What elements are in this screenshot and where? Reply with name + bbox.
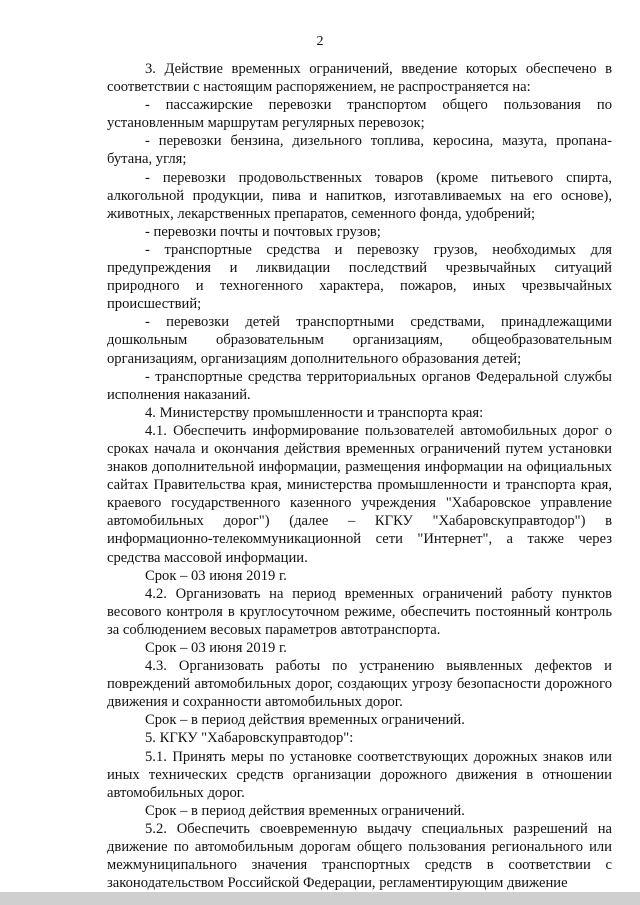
deadline: Срок – в период действия временных ограничений. [145, 802, 465, 819]
section-5-heading: 5. КГКУ "Хабаровскуправтодор": [145, 730, 354, 747]
section-4-heading: 4. Министерству промышленности и транспорта края: [145, 404, 484, 421]
deadline: Срок – в период действия временных ограничений. [145, 712, 465, 729]
clause-4-2: 4.2. Организовать на период временных ограничений работу пунктов весового контроля в круглосуточном режиме, обеспечить постоянный контроль за соблюдением весовых параметров автотранспорта. [107, 585, 612, 638]
list-item: - транспортные средства территориальных органов Федеральной службы исполнения наказаний. [107, 368, 612, 403]
list-item: - пассажирские перевозки транспортом общего пользования по установленным маршрутам регулярных перевозок; [107, 97, 612, 132]
list-item: - перевозки детей транспортными средствами, принадлежащими дошкольным образовательным организациям, общеобразовательным организациям, организациям дополнительного образования детей; [107, 314, 612, 367]
list-item: - транспортные средства и перевозку грузов, необходимых для предупреждения и ликвидации последствий чрезвычайных ситуаций природного и техногенного характера, пожаров, иных чрезвычайных происшествий; [107, 241, 612, 313]
list-item: - перевозки бензина, дизельного топлива, керосина, мазута, пропана-бутана, угля; [107, 133, 612, 168]
clause-4-3: 4.3. Организовать работы по устранению выявленных дефектов и повреждений автомобильных дорог, создающих угрозу безопасности дорожного движения и сохранности автомобильных дорог. [107, 658, 612, 711]
page-number: 2 [316, 34, 324, 49]
deadline: Срок – 03 июня 2019 г. [145, 567, 287, 584]
list-item: - перевозки почты и почтовых грузов; [145, 223, 381, 240]
scan-bottom-edge [0, 892, 640, 905]
deadline: Срок – 03 июня 2019 г. [145, 640, 287, 656]
document-body [107, 60, 612, 892]
clause-5-2: 5.2. Обеспечить своевременную выдачу специальных разрешений на движение по автомобильным дорогам общего пользования регионального или межмуниципального значения транспортных средств в соответствии с законодательством Российской Федерации, регламентирующим движение [107, 820, 612, 892]
list-item: - перевозки продовольственных товаров (кроме питьевого спирта, алкогольной продукции, пива и напитков, изготавливаемых на его основе), животных, лекарственных препаратов, семенного фонда, удобрений; [107, 169, 612, 222]
clause-4-1: 4.1. Обеспечить информирование пользователей автомобильных дорог о сроках начала и окончания действия временных ограничений путем установки знаков дополнительной информации, размещения информации на официальных сайтах Правительства края, министерства промышленности и транспорта края, краевого государственного казенного учреждения "Хабаровское управление автомобильных дорог") (далее – КГКУ "Хабаровскуправтодор") в информационно-телекоммуникационной сети "Интернет", а также через средства массовой информации. [107, 422, 612, 566]
clause-5-1: 5.1. Принять меры по установке соответствующих дорожных знаков или иных технических средств организации дорожного движения в отношении автомобильных дорог. [107, 748, 612, 801]
paragraph-3-intro: 3. Действие временных ограничений, введение которых обеспечено в соответствии с настоящим распоряжением, не распространяется на: [107, 61, 612, 96]
